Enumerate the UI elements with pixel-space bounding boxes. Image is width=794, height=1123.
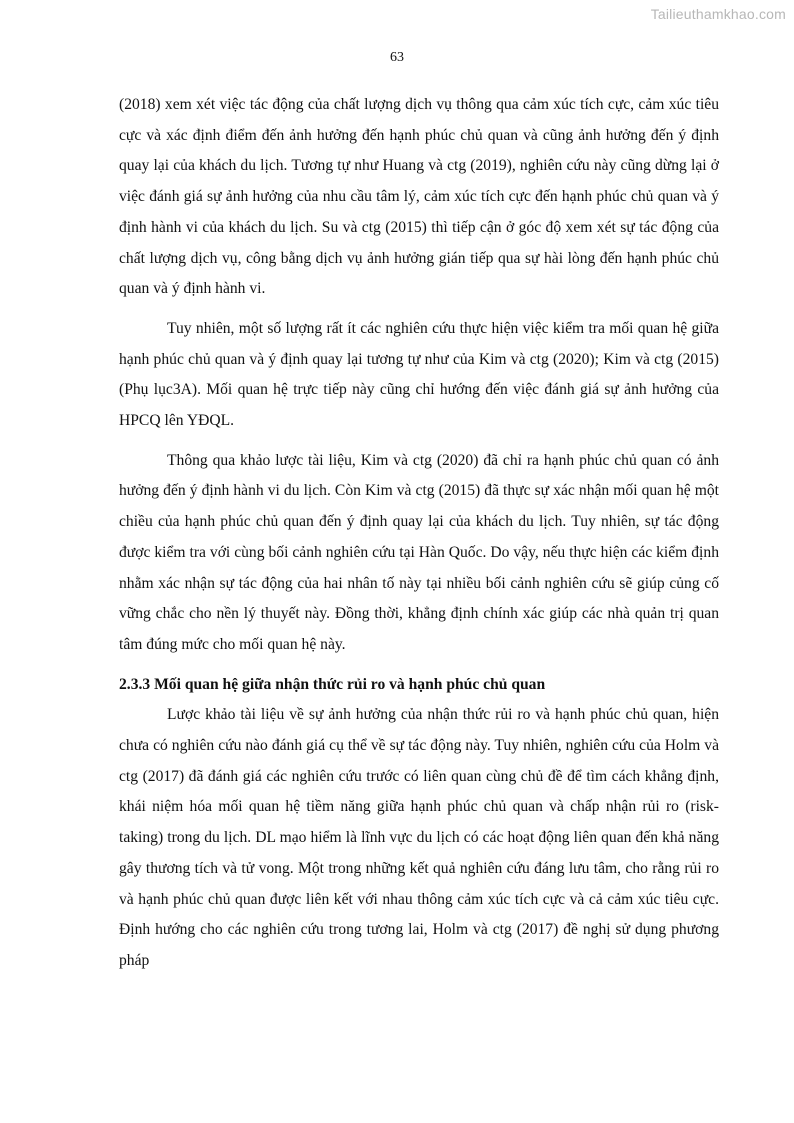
paragraph-3: Thông qua khảo lược tài liệu, Kim và ctg (2020) đã chỉ ra hạnh phúc chủ quan có ảnh hưởng đến ý định hành vi du lịch. Còn Kim và ctg (2015) đã thực sự xác nhận mối quan hệ một chiều của hạnh phúc chủ quan đến ý định quay lại của khách du lịch. Tuy nhiên, sự tác động được kiểm tra với cùng bối cảnh nghiên cứu tại Hàn Quốc. Do vậy, nếu thực hiện các kiểm định nhằm xác nhận sự tác động của hai nhân tố này tại nhiều bối cảnh nghiên cứu sẽ giúp củng cố vững chắc cho nền lý thuyết này. Đồng thời, khẳng định chính xác giúp các nhà quản trị quan tâm đúng mức cho mối quan hệ này.	[119, 451, 719, 653]
paragraph-2: Tuy nhiên, một số lượng rất ít các nghiên cứu thực hiện việc kiểm tra mối quan hệ giữa hạnh phúc chủ quan và ý định quay lại tương tự như của Kim và ctg (2020); Kim và ctg (2015) (Phụ lục3A). Mối quan hệ trực tiếp này cũng chỉ hướng đến việc đánh giá sự ảnh hưởng của HPCQ lên YĐQL.	[119, 319, 719, 430]
section-heading: 2.3.3 Mối quan hệ giữa nhận thức rủi ro và hạnh phúc chủ quan	[119, 675, 546, 693]
document-body	[119, 90, 719, 986]
page-number: 63	[390, 50, 404, 65]
paragraph-4: Lược khảo tài liệu về sự ảnh hưởng của nhận thức rủi ro và hạnh phúc chủ quan, hiện chưa có nghiên cứu nào đánh giá cụ thể về sự tác động này. Tuy nhiên, nghiên cứu của Holm và ctg (2017) đã đánh giá các nghiên cứu trước có liên quan cùng chủ đề để tìm cách khẳng định, khái niệm hóa mối quan hệ tiềm năng giữa hạnh phúc chủ quan và chấp nhận rủi ro (risk-taking) trong du lịch. DL mạo hiểm là lĩnh vực du lịch có các hoạt động liên quan đến khả năng gây thương tích và tử vong. Một trong những kết quả nghiên cứu đáng lưu tâm, cho rằng rủi ro và hạnh phúc chủ quan được liên kết với nhau thông cảm xúc tích cực và cả cảm xúc tiêu cực. Định hướng cho các nghiên cứu trong tương lai, Holm và ctg (2017) đề nghị sử dụng phương pháp	[119, 706, 719, 969]
paragraph-1: (2018) xem xét việc tác động của chất lượng dịch vụ thông qua cảm xúc tích cực, cảm xúc tiêu cực và xác định điểm đến ảnh hưởng đến hạnh phúc chủ quan và cũng ảnh hưởng đến ý định quay lại của khách du lịch. Tương tự như Huang và ctg (2019), nghiên cứu này cũng dừng lại ở việc đánh giá sự ảnh hưởng của nhu cầu tâm lý, cảm xúc tích cực đến hạnh phúc chủ quan và ý định hành vi của khách du lịch. Su và ctg (2015) thì tiếp cận ở góc độ xem xét sự tác động của chất lượng dịch vụ, công bằng dịch vụ ảnh hưởng gián tiếp qua sự hài lòng đến hạnh phúc chủ quan và ý định hành vi.	[119, 96, 719, 298]
watermark-text: Tailieuthamkhao.com	[650, 6, 786, 22]
